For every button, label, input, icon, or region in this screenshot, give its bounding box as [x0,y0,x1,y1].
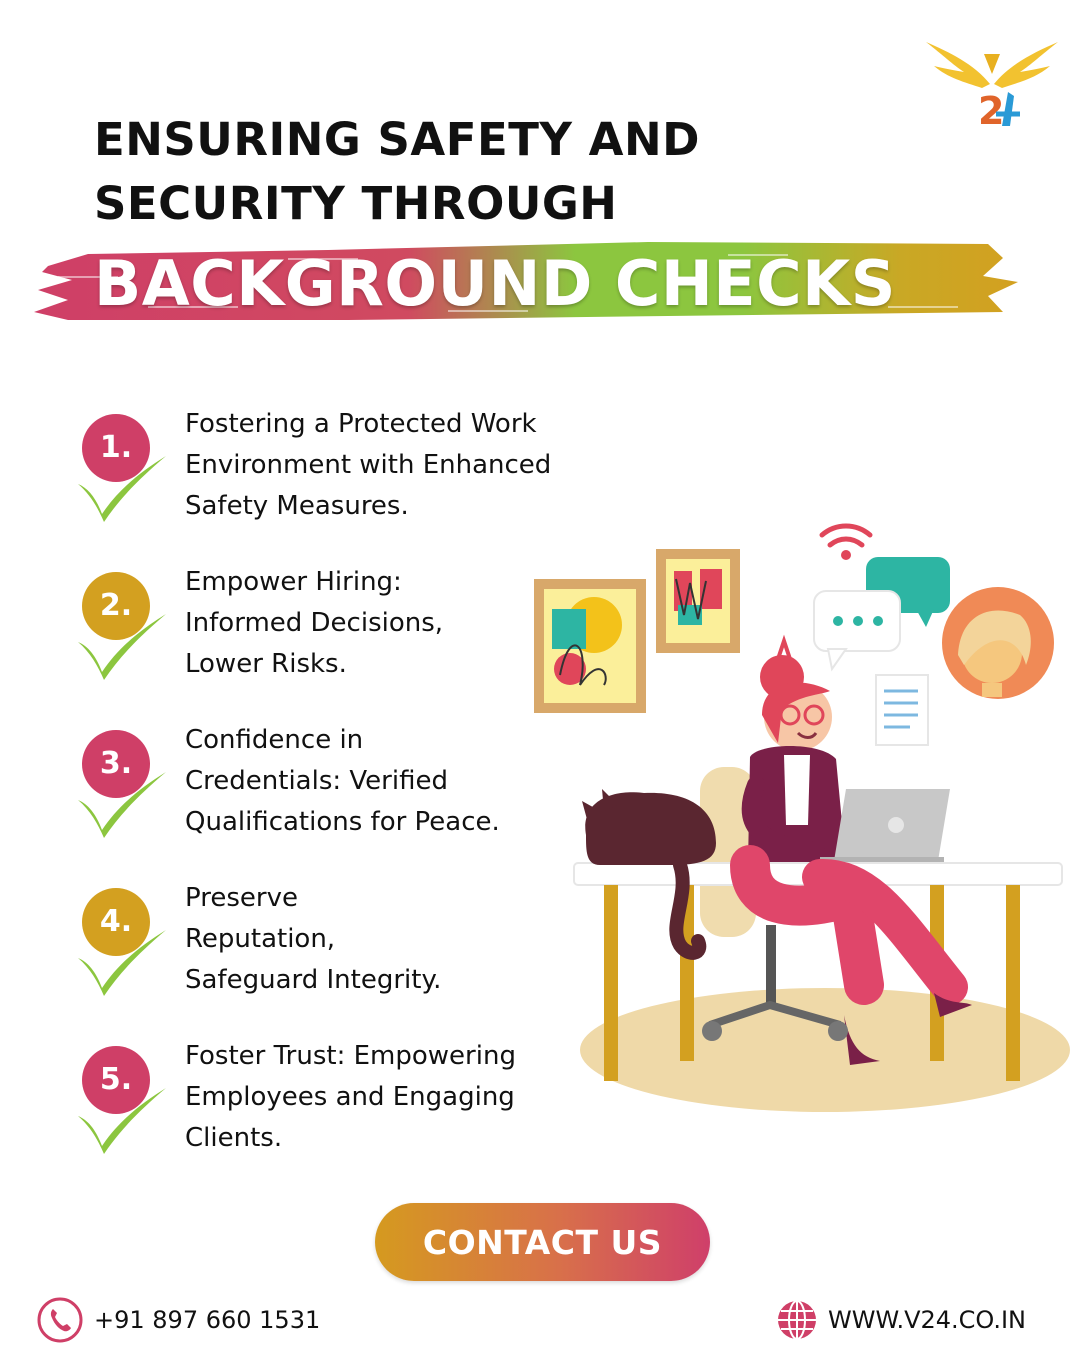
checkmark-icon [74,760,170,840]
woman-working-at-laptop-illustration-icon [520,505,1080,1125]
benefit-line: Qualifications for Peace. [185,807,500,837]
benefit-line: Fostering a Protected Work [185,409,537,439]
svg-text:2: 2 [978,89,1005,133]
checkmark-icon [74,1076,170,1156]
benefits-list [70,404,590,1174]
benefit-item-3 [70,720,590,844]
benefit-item-4 [70,878,590,1002]
phone-icon[interactable] [36,1296,84,1344]
benefit-line: Preserve [185,883,298,913]
benefit-item-5 [70,1036,590,1160]
benefit-item-2 [70,562,590,686]
benefit-line: Confidence in [185,725,364,755]
number-badge: 4. [82,888,150,956]
checkmark-icon [74,918,170,998]
benefit-item-1 [70,404,590,528]
headline [94,108,814,236]
number-badge: 5. [82,1046,150,1114]
benefit-line: Lower Risks. [185,649,347,679]
benefit-line: Informed Decisions, [185,608,444,638]
benefit-line: Safety Measures. [185,491,409,521]
phone-number[interactable]: +91 897 660 1531 [94,1306,321,1334]
website-link[interactable]: WWW.V24.CO.IN [828,1306,1026,1334]
number-badge: 3. [82,730,150,798]
benefit-line: Employees and Engaging [185,1082,515,1112]
benefit-line: Safeguard Integrity. [185,965,442,995]
winged-24-logo-icon [924,34,1060,134]
checkmark-icon [74,602,170,682]
number-badge: 2. [82,572,150,640]
benefit-line: Foster Trust: Empowering [185,1041,516,1071]
benefit-line: Environment with Enhanced [185,450,552,480]
benefit-line: Empower Hiring: [185,567,402,597]
contact-us-button[interactable]: CONTACT US [375,1203,710,1281]
number-badge: 1. [82,414,150,482]
benefit-line: Credentials: Verified [185,766,448,796]
benefit-line: Clients. [185,1123,283,1153]
headline-line-1: ENSURING SAFETY AND [94,113,701,166]
benefit-line: Reputation, [185,924,336,954]
checkmark-icon [74,444,170,524]
headline-line-2: SECURITY THROUGH [94,177,618,230]
headline-highlight: BACKGROUND CHECKS [94,247,896,320]
globe-icon[interactable] [776,1299,818,1341]
